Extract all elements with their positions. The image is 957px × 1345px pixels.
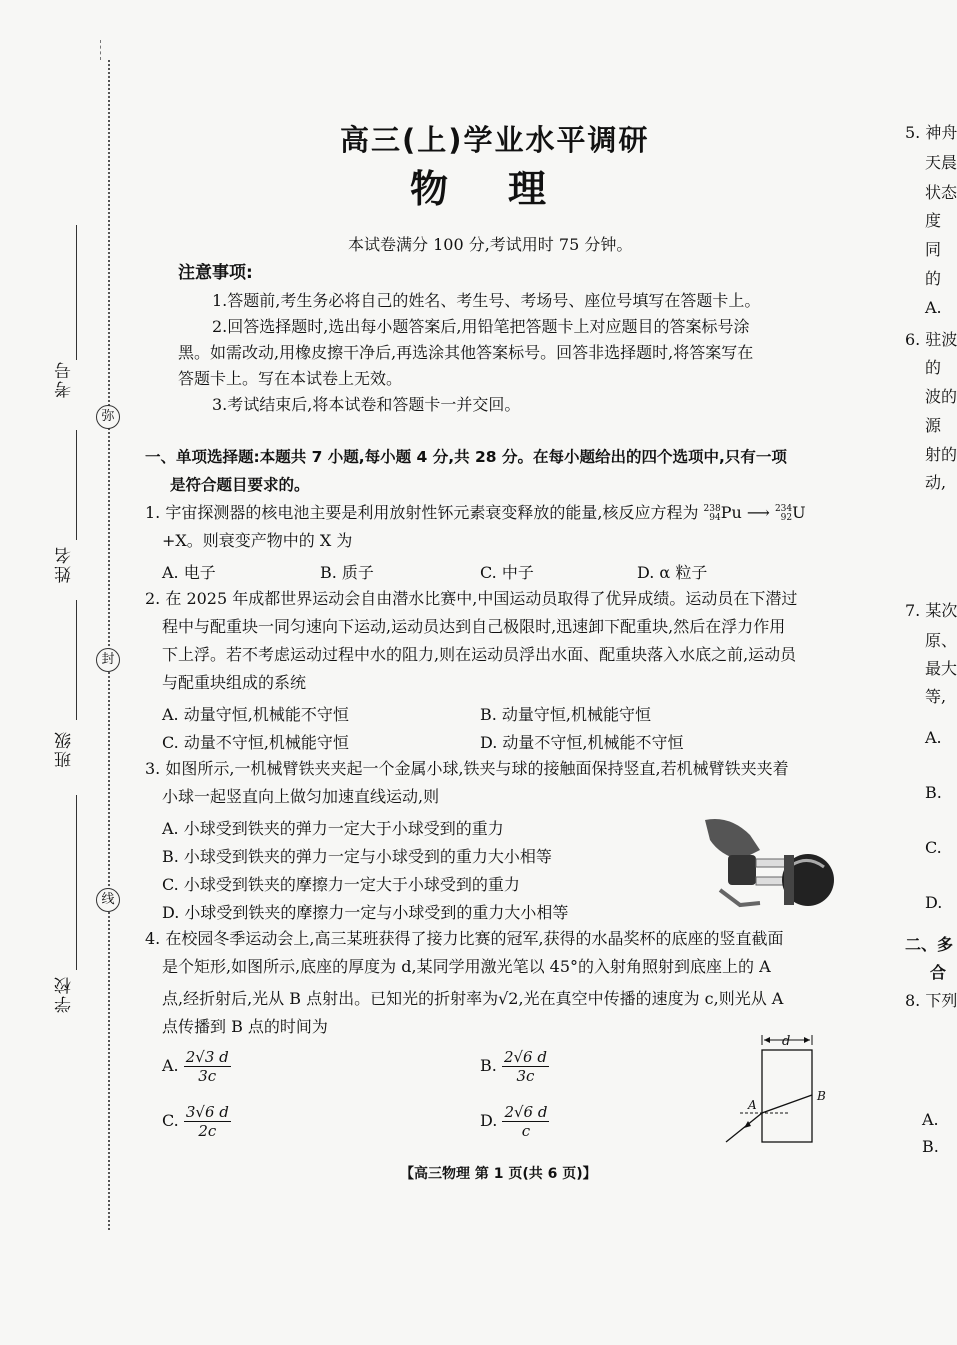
rcol-fragment: A. xyxy=(925,298,942,317)
pu-mass: 238 xyxy=(703,503,721,514)
rcol-fragment: A. xyxy=(922,1110,939,1129)
q2-option-d: D. 动量不守恒,机械能不守恒 xyxy=(480,733,684,752)
clamp-arm xyxy=(705,819,760,860)
q2-option-a: A. 动量守恒,机械能不守恒 xyxy=(162,705,349,724)
q4-option-d-label: D. xyxy=(480,1111,498,1130)
base-rectangle xyxy=(762,1050,812,1142)
rcol-fragment: 最大 xyxy=(925,659,957,678)
rcol-fragment: 度 xyxy=(925,211,942,230)
rcol-fragment: B. xyxy=(925,783,942,802)
notice-line-3: 黑。如需改动,用橡皮擦干净后,再选涂其他答案标号。回答非选择题时,将答案写在 xyxy=(178,343,754,362)
q4-option-c-den: 2c xyxy=(198,1122,217,1140)
q4-stem-4: 点传播到 B 点的时间为 xyxy=(162,1017,328,1036)
rcol-fragment: 合 xyxy=(930,963,947,982)
q4-option-d xyxy=(480,1103,549,1140)
q4-option-c-num: 3√6 d xyxy=(185,1103,229,1121)
q3-stem-1: 3. 如图所示,一机械臂铁夹夹起一个金属小球,铁夹与球的接触面保持竖直,若机械臂铁夹夹着 xyxy=(145,759,789,778)
q4-option-d-den: c xyxy=(521,1122,531,1140)
q1-stem xyxy=(145,499,806,527)
school-label: 学校 xyxy=(55,975,75,1013)
q1-stem-text: 1. 宇宙探测器的核电池主要是利用放射性钚元素衰变释放的能量,核反应方程为 xyxy=(145,503,699,522)
point-a-label: A xyxy=(748,1098,757,1112)
rcol-fragment: 同 xyxy=(925,240,942,259)
rcol-fragment: 动, xyxy=(925,473,947,492)
q2-stem-2: 程中与配重块一同匀速向下运动,运动员达到自己极限时,迅速卸下配重块,然后在浮力作用 xyxy=(162,617,786,636)
rcol-fragment: 射的 xyxy=(925,445,957,464)
q4-option-c xyxy=(162,1103,231,1140)
seal-mi: 弥 xyxy=(96,405,120,429)
robotic-clamp-figure xyxy=(700,815,840,915)
u-z: 92 xyxy=(780,512,793,523)
incident-ray xyxy=(726,1113,762,1142)
q4-option-a-num: 2√3 d xyxy=(185,1048,229,1066)
class-label: 班级 xyxy=(55,730,75,768)
q3-option-b: B. 小球受到铁夹的弹力一定与小球受到的重力大小相等 xyxy=(162,847,552,866)
q4-option-b-den: 3c xyxy=(516,1067,535,1085)
rcol-fragment: 的 xyxy=(925,269,942,288)
rcol-fragment: 8. 下列 xyxy=(905,991,957,1010)
rcol-fragment: 二、多 xyxy=(905,935,954,954)
crystal-base-figure xyxy=(720,1030,840,1155)
rcol-fragment: 源 xyxy=(925,416,942,435)
q1-option-d: D. α 粒子 xyxy=(637,563,708,582)
d-arrow-right xyxy=(804,1037,810,1043)
rcol-fragment: A. xyxy=(925,728,942,747)
notice-line-1: 1.答题前,考生务必将自己的姓名、考生号、考场号、座位号填写在答题卡上。 xyxy=(212,291,761,310)
exam-number-line xyxy=(76,225,77,360)
q2-stem-3: 下上浮。若不考虑运动过程中水的阻力,则在运动员浮出水面、配重块落入水底之前,运动员 xyxy=(162,645,797,664)
q4-option-a xyxy=(162,1048,231,1085)
pu-z: 94 xyxy=(709,512,721,523)
school-line xyxy=(76,795,77,970)
page-footer: 【高三物理 第 1 页(共 6 页)】 xyxy=(400,1166,597,1182)
q4-option-b-label: B. xyxy=(480,1056,497,1075)
q4-option-a-label: A. xyxy=(162,1056,179,1075)
section1-heading: 一、单项选择题:本题共 7 小题,每小题 4 分,共 28 分。在每小题给出的四个选项中,只有一项 xyxy=(145,448,787,466)
rcol-fragment: D. xyxy=(925,893,943,912)
rcol-fragment: 原、 xyxy=(925,631,957,650)
q4-option-b xyxy=(480,1048,549,1085)
rcol-fragment: 等, xyxy=(925,687,947,706)
q4-option-a-den: 3c xyxy=(198,1067,217,1085)
exam-number-label: 考号 xyxy=(55,360,75,398)
q4-option-b-num: 2√6 d xyxy=(503,1048,547,1066)
q2-option-b: B. 动量守恒,机械能守恒 xyxy=(480,705,652,724)
exam-info: 本试卷满分 100 分,考试用时 75 分钟。 xyxy=(348,235,633,254)
q3-option-a: A. 小球受到铁夹的弹力一定大于小球受到的重力 xyxy=(162,819,504,838)
notice-line-4: 答题卡上。写在本试卷上无效。 xyxy=(178,369,403,388)
section1-heading-cont: 是符合题目要求的。 xyxy=(170,476,310,494)
clamp-jaw-left xyxy=(728,855,756,885)
seal-xian: 线 xyxy=(96,888,120,912)
q3-option-c: C. 小球受到铁夹的摩擦力一定大于小球受到的重力 xyxy=(162,875,520,894)
binding-dash-top xyxy=(100,40,101,60)
rcol-fragment: 6. 驻波 xyxy=(905,330,957,349)
q4-stem-3: 点,经折射后,光从 B 点射出。已知光的折射率为√2,光在真空中传播的速度为 c,则光从 A xyxy=(162,989,784,1008)
reaction-arrow: ⟶ xyxy=(746,503,770,522)
notice-line-2: 2.回答选择题时,选出每小题答案后,用铅笔把答题卡上对应题目的答案标号涂 xyxy=(212,317,750,336)
rcol-fragment: 波的 xyxy=(925,387,957,406)
q1-option-a: A. 电子 xyxy=(162,563,216,582)
binding-dotted-line xyxy=(108,60,110,1230)
refracted-ray xyxy=(762,1095,812,1113)
d-label: d xyxy=(782,1034,791,1049)
q1-option-b: B. 质子 xyxy=(320,563,374,582)
rcol-fragment: 状态 xyxy=(925,183,957,202)
point-b-label: B xyxy=(817,1089,826,1103)
notice-line-5: 3.考试结束后,将本试卷和答题卡一并交回。 xyxy=(212,395,521,414)
q3-stem-2: 小球一起竖直向上做匀加速直线运动,则 xyxy=(162,787,440,806)
u-symbol: U xyxy=(792,503,806,522)
q2-stem-1: 2. 在 2025 年成都世界运动会自由潜水比赛中,中国运动员取得了优异成绩。运动员在下潜过 xyxy=(145,589,798,608)
clamp-base xyxy=(720,890,760,905)
class-line xyxy=(76,600,77,720)
q4-option-c-label: C. xyxy=(162,1111,179,1130)
q4-option-d-num: 2√6 d xyxy=(504,1103,548,1121)
u-mass: 234 xyxy=(774,503,793,514)
q4-stem-2: 是个矩形,如图所示,底座的厚度为 d,某同学用激光笔以 45°的入射角照射到底座上的 A xyxy=(162,957,771,976)
seal-feng: 封 xyxy=(96,648,120,672)
rcol-fragment: C. xyxy=(925,838,942,857)
notice-heading: 注意事项: xyxy=(178,263,253,283)
q4-stem-1: 4. 在校园冬季运动会上,高三某班获得了接力比赛的冠军,获得的水晶奖杯的底座的竖直截面 xyxy=(145,929,784,948)
q2-option-c: C. 动量不守恒,机械能守恒 xyxy=(162,733,349,752)
rcol-fragment: 的 xyxy=(925,358,942,377)
clamp-jaw-right xyxy=(784,855,794,905)
clamp-bar-bottom xyxy=(756,877,786,885)
exam-title: 高三(上)学业水平调研 xyxy=(340,123,650,157)
rcol-fragment: B. xyxy=(922,1137,939,1156)
pu-symbol: Pu xyxy=(720,503,742,522)
rcol-fragment: 7. 某次 xyxy=(905,601,957,620)
name-label: 姓名 xyxy=(55,545,75,583)
rcol-fragment: 5. 神舟 xyxy=(905,123,957,142)
exam-subject: 物理 xyxy=(410,167,607,211)
q1-option-c: C. 中子 xyxy=(480,563,534,582)
rcol-fragment: 天晨 xyxy=(925,153,957,172)
name-line xyxy=(76,430,77,540)
q1-stem-cont: +X。则衰变产物中的 X 为 xyxy=(162,531,353,550)
clamp-bar-top xyxy=(756,859,786,867)
q3-option-d: D. 小球受到铁夹的摩擦力一定与小球受到的重力大小相等 xyxy=(162,903,569,922)
d-arrow-left xyxy=(764,1037,770,1043)
q2-stem-4: 与配重块组成的系统 xyxy=(162,673,307,692)
